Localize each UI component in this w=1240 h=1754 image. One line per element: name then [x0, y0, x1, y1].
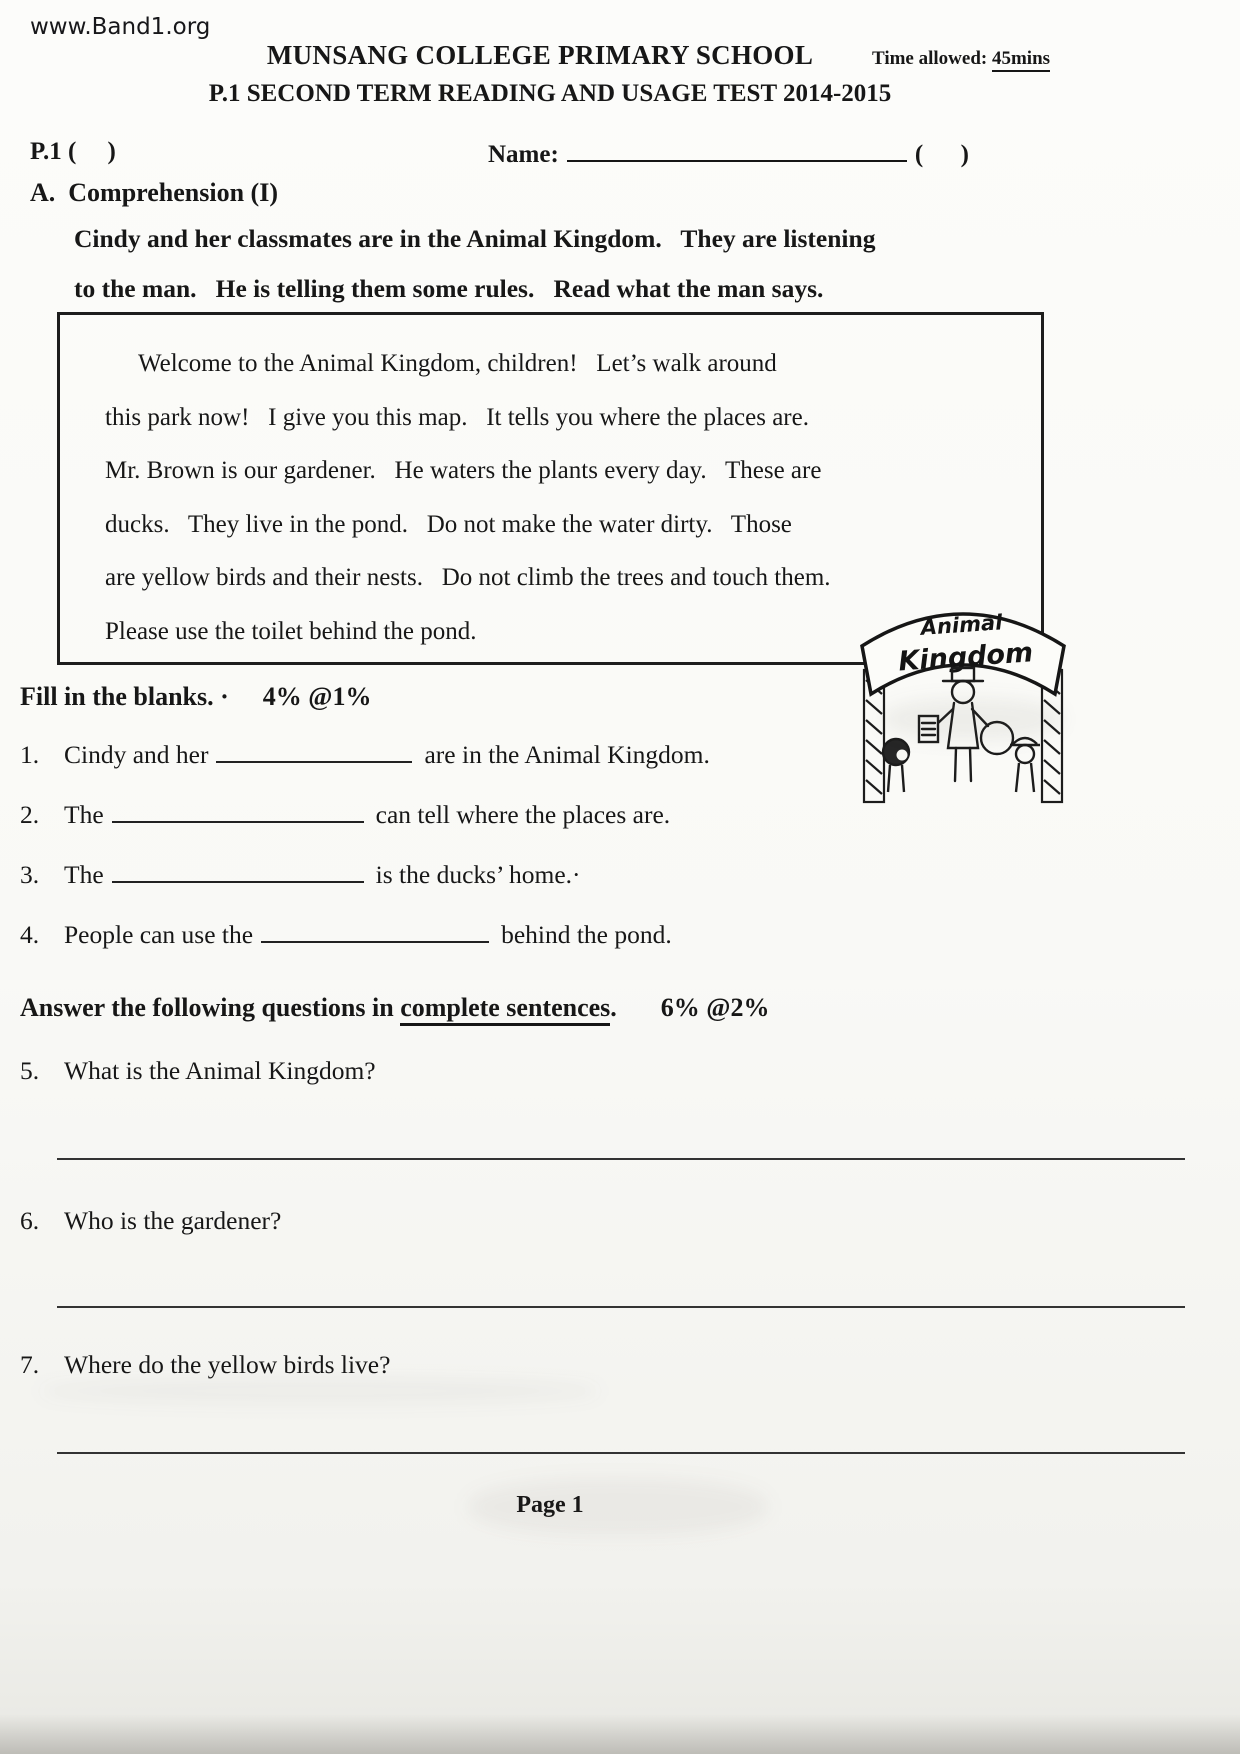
time-allowed-label: Time allowed: — [872, 48, 992, 69]
answer-line-6 — [57, 1306, 1185, 1308]
question-5 — [20, 1056, 376, 1086]
item-number: 2. — [20, 800, 40, 829]
questions-heading-suffix: . — [610, 993, 617, 1022]
sign-text-kingdom: Kingdom — [897, 637, 1035, 678]
fill-item-1 — [20, 737, 710, 797]
fill-blanks-marks: 4% @1% — [262, 682, 372, 711]
questions-heading-prefix: Answer the following questions in — [20, 993, 401, 1022]
item-text-after: are in the Animal Kingdom. — [424, 740, 710, 769]
children-figures — [883, 738, 1040, 792]
scan-smudge — [468, 1478, 768, 1536]
passage-line: are yellow birds and their nests. Do not climb the trees and touch them. — [105, 564, 831, 591]
passage-line: ducks. They live in the pond. Do not make the water dirty. Those — [105, 510, 792, 538]
item-text-before: The — [64, 860, 104, 889]
test-title: P.1 SECOND TERM READING AND USAGE TEST 2014-2015 — [208, 80, 892, 107]
item-number: 4. — [20, 920, 40, 949]
question-6 — [20, 1206, 281, 1236]
question-text: What is the Animal Kingdom? — [64, 1056, 376, 1085]
passage-line: Please use the toilet behind the pond. — [105, 617, 477, 645]
watermark: www.Band1.org — [30, 14, 211, 40]
passage-line: Welcome to the Animal Kingdom, children! Let’s walk around — [138, 350, 777, 377]
question-text: Where do the yellow birds live? — [64, 1350, 391, 1379]
name-blank-line — [567, 132, 907, 162]
scan-smudge — [40, 1378, 600, 1404]
animal-kingdom-illustration — [858, 574, 1068, 814]
time-allowed-value: 45mins — [992, 48, 1050, 72]
fill-item-4 — [20, 917, 710, 977]
answer-blank — [216, 737, 412, 763]
question-number: 6. — [20, 1206, 40, 1235]
fill-item-2 — [20, 797, 710, 857]
answer-blank — [112, 797, 364, 823]
questions-marks: 6% @2% — [660, 993, 770, 1022]
answer-line-5 — [57, 1158, 1185, 1160]
item-number: 1. — [20, 740, 40, 769]
answer-blank — [112, 857, 364, 883]
item-text-after: is the ducks’ home.· — [375, 860, 581, 889]
page-number: Page 1 — [516, 1492, 584, 1518]
intro-line-1: Cindy and her classmates are in the Animal Kingdom. They are listening — [74, 224, 876, 253]
item-number: 3. — [20, 860, 40, 889]
item-text-before: People can use the — [64, 920, 254, 949]
answer-blank — [261, 917, 489, 943]
name-label: Name: — [488, 141, 559, 168]
fill-item-3 — [20, 857, 710, 917]
questions-heading-underlined: complete sentences — [400, 993, 610, 1026]
class-label: P.1 ( ) — [30, 138, 116, 165]
intro-text — [74, 214, 875, 314]
fill-blanks-title: Fill in the blanks. · — [20, 682, 229, 711]
question-number: 7. — [20, 1350, 40, 1379]
question-number: 5. — [20, 1056, 40, 1085]
passage-line: this park now! I give you this map. It tells you where the places are. — [105, 403, 809, 431]
sign-text-animal: Animal — [919, 610, 1004, 640]
scan-smudge — [882, 698, 1062, 740]
fill-in-items — [20, 737, 710, 977]
name-row — [488, 132, 969, 169]
section-a-heading: A. Comprehension (I) — [30, 178, 278, 207]
item-text-before: The — [64, 800, 104, 829]
item-text-before: Cindy and her — [64, 740, 209, 769]
passage-line: Mr. Brown is our gardener. He waters the plants every day. These are — [105, 457, 822, 484]
time-allowed — [872, 48, 1050, 70]
scan-edge-shadow — [0, 1714, 1240, 1754]
school-name: MUNSANG COLLEGE PRIMARY SCHOOL — [266, 40, 814, 70]
animal-kingdom-gate-drawing — [858, 574, 1068, 814]
answer-line-7 — [57, 1452, 1185, 1454]
fill-blanks-heading — [20, 682, 371, 712]
questions-heading — [20, 993, 769, 1023]
intro-line-2: to the man. He is telling them some rules. Read what the man says. — [74, 274, 824, 303]
item-text-after: can tell where the places are. — [375, 800, 671, 829]
question-text: Who is the gardener? — [64, 1206, 282, 1235]
item-text-after: behind the pond. — [501, 920, 672, 949]
name-suffix: ( ) — [914, 141, 969, 168]
question-7 — [20, 1350, 390, 1380]
